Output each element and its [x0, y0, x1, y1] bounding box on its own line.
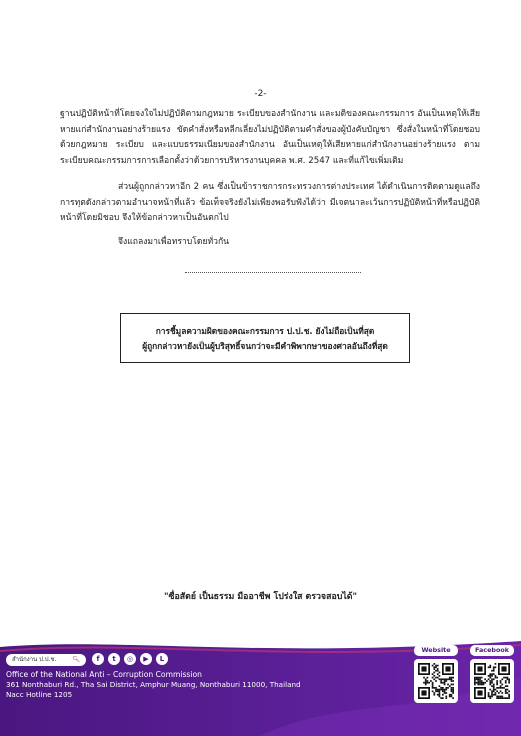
dotted-separator — [185, 272, 361, 273]
line-icon[interactable]: L — [156, 653, 168, 665]
qr-website-code[interactable] — [414, 659, 458, 703]
org-address: 361 Nonthaburi Rd., Tha Sai District, Amphur Muang, Nonthaburi 11000, Thailand — [6, 680, 301, 689]
qr-facebook-card[interactable] — [470, 645, 514, 703]
youtube-icon[interactable]: ▶ — [140, 653, 152, 665]
body-paragraph-2: ส่วนผู้ถูกกล่าวหาอีก 2 คน ซึ่งเป็นข้าราชการกระทรวงการต่างประเทศ ได้ดำเนินการติดตามดูแลถึงการทุตดังกล่าวตามอำนาจหน้าที่แล้ว ข้อเท็จจริงยังไม่เพียงพอรับฟังได้ว่า มีเจตนาละเว้นการปฏิบัติหน้าที่หรือปฏิบัติหน้าที่โดยมิชอบ จึงให้ข้อกล่าวหาเป็นอันตกไป — [60, 182, 480, 223]
search-box[interactable] — [6, 654, 86, 666]
qr-website-card[interactable] — [414, 645, 458, 703]
search-icon: 🔍︎ — [72, 656, 80, 663]
notice-line-1: การชี้มูลความผิดของคณะกรรมการ ป.ป.ช. ยังไม่ถือเป็นที่สุด — [155, 325, 375, 336]
qr-website-label: Website — [414, 645, 458, 656]
instagram-icon[interactable]: ◎ — [124, 653, 136, 665]
org-hotline: Nacc Hotline 1205 — [6, 690, 73, 699]
search-text: สำนักงาน ป.ป.ช. — [12, 656, 57, 663]
social-icons — [92, 653, 168, 665]
qr-facebook-label: Facebook — [470, 645, 514, 656]
footer-banner — [0, 637, 521, 736]
facebook-icon[interactable]: f — [92, 653, 104, 665]
body-paragraph-1: ฐานปฏิบัติหน้าที่โดยจงใจไม่ปฏิบัติตามกฎหมาย ระเบียบของสำนักงาน และมติของคณะกรรมการ อันเป็นเหตุให้เสียหายแก่สำนักงานอย่างร้ายแรง ขัดคำสั่งหรือหลีกเลี่ยงไม่ปฏิบัติตามคำสั่งของผู้บังคับบัญชา ซึ่งสั่งในหน้าที่โดยชอบด้วยกฎหมาย ระเบียบ และแบบธรรมเนียมของสำนักงาน อันเป็นเหตุให้เสียหายแก่สำนักงานอย่างร้ายแรง ตามระเบียบคณะกรรมการการเลือกตั้งว่าด้วยการบริหารงานบุคคล พ.ศ. 2547 และที่แก้ไขเพิ่มเติม — [60, 109, 480, 166]
body-paragraph-3: จึงแถลงมาเพื่อทราบโดยทั่วกัน — [118, 237, 230, 247]
qr-facebook-code[interactable] — [470, 659, 514, 703]
motto: "ซื่อสัตย์ เป็นธรรม มืออาชีพ โปร่งใส ตรวจสอบได้" — [163, 592, 358, 602]
notice-line-2: ผู้ถูกกล่าวหายังเป็นผู้บริสุทธิ์จนกว่าจะมีคำพิพากษาของศาลอันถึงที่สุด — [142, 340, 388, 351]
twitter-icon[interactable]: t — [108, 653, 120, 665]
page-number: -2- — [254, 89, 267, 99]
notice-box — [120, 313, 410, 363]
org-name: Office of the National Anti – Corruption Commission — [6, 670, 202, 679]
